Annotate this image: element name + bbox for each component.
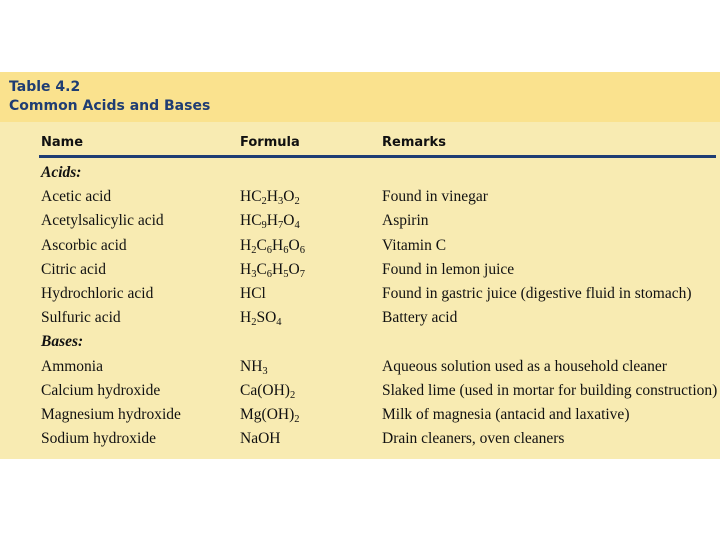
cell-formula: $Ca(OH)_2$ bbox=[240, 381, 296, 401]
cell-name: Citric acid bbox=[41, 260, 106, 278]
cell-remarks: Vitamin C bbox=[382, 236, 447, 254]
table-caption bbox=[0, 72, 720, 122]
cell-formula: $H_2SO_4$ bbox=[240, 309, 282, 329]
cell-name: Ammonia bbox=[41, 357, 103, 375]
header-rule bbox=[39, 155, 716, 158]
cell-formula: NaOH bbox=[240, 430, 281, 448]
table-number: Table 4.2 bbox=[9, 79, 81, 95]
table-row bbox=[0, 405, 720, 429]
cell-name: Hydrochloric acid bbox=[41, 285, 154, 302]
cell-formula: $HC_9H_7O_4$ bbox=[240, 212, 300, 232]
cell-name: Sulfuric acid bbox=[41, 309, 121, 327]
table-row bbox=[0, 381, 720, 405]
table-row bbox=[0, 236, 720, 260]
cell-formula: HCl bbox=[240, 285, 266, 302]
table-title: Common Acids and Bases bbox=[9, 98, 211, 114]
table-row bbox=[0, 429, 720, 453]
header-remarks: Remarks bbox=[382, 135, 446, 150]
cell-name: Ascorbic acid bbox=[41, 236, 127, 254]
table-row bbox=[0, 357, 720, 381]
section-row bbox=[0, 163, 720, 187]
table-row bbox=[0, 187, 720, 211]
cell-remarks: Battery acid bbox=[382, 309, 458, 327]
cell-formula: $NH_3$ bbox=[240, 357, 268, 377]
section-label: Acids: bbox=[41, 164, 82, 181]
section-label: Bases: bbox=[41, 333, 84, 351]
cell-remarks: Aqueous solution used as a household cleaner bbox=[382, 357, 667, 375]
cell-remarks: Found in gastric juice (digestive fluid in stomach) bbox=[382, 285, 692, 302]
cell-formula: $H_3C_6H_5O_7$ bbox=[240, 260, 305, 280]
cell-name: Acetic acid bbox=[41, 188, 112, 206]
table-row bbox=[0, 260, 720, 284]
cell-remarks: Found in vinegar bbox=[382, 188, 488, 206]
cell-name: Calcium hydroxide bbox=[41, 381, 161, 399]
cell-formula: $Mg(OH)_2$ bbox=[240, 406, 300, 425]
cell-name: Acetylsalicylic acid bbox=[41, 212, 164, 230]
cell-remarks: Milk of magnesia (antacid and laxative) bbox=[382, 406, 630, 423]
header-formula: Formula bbox=[240, 135, 300, 150]
cell-remarks: Slaked lime (used in mortar for building construction) bbox=[382, 381, 718, 399]
cell-name: Sodium hydroxide bbox=[41, 430, 156, 448]
cell-remarks: Aspirin bbox=[382, 212, 429, 230]
table-row bbox=[0, 308, 720, 332]
cell-formula: $HC_2H_3O_2$ bbox=[240, 188, 300, 208]
cell-remarks: Drain cleaners, oven cleaners bbox=[382, 430, 565, 448]
cell-remarks: Found in lemon juice bbox=[382, 260, 515, 278]
table-row bbox=[0, 211, 720, 235]
cell-name: Magnesium hydroxide bbox=[41, 406, 181, 423]
header-name: Name bbox=[41, 135, 84, 150]
table-card bbox=[0, 72, 720, 459]
section-row bbox=[0, 332, 720, 356]
table-row bbox=[0, 284, 720, 308]
cell-formula: $H_2C_6H_6O_6$ bbox=[240, 236, 305, 256]
